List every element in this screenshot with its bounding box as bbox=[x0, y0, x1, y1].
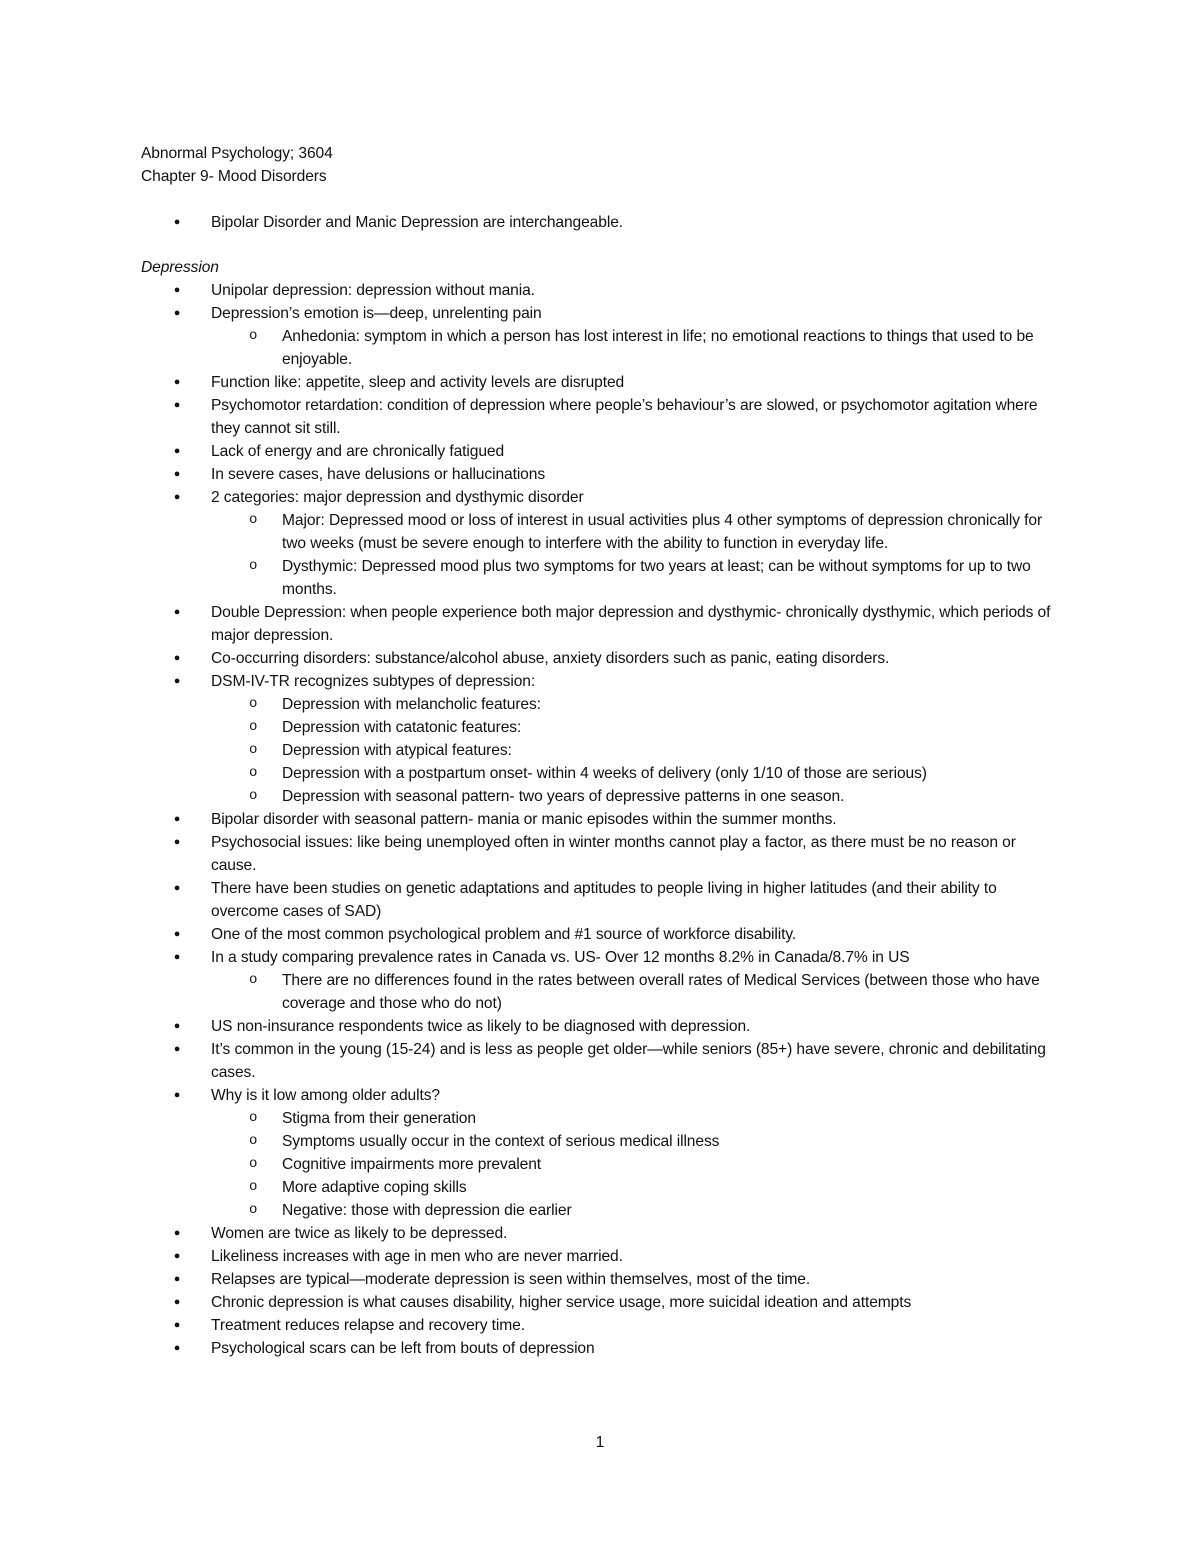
bullet-icon: ● bbox=[173, 1043, 181, 1055]
list-item bbox=[141, 1084, 1061, 1222]
list-item bbox=[141, 831, 1061, 877]
list-item-text: Depression’s emotion is—deep, unrelenting pain bbox=[211, 305, 542, 322]
bullet-icon: ● bbox=[173, 928, 181, 940]
sub-list-item-text: Depression with catatonic features: bbox=[282, 719, 522, 736]
sub-list-item bbox=[211, 1176, 1061, 1199]
list-item-text: Unipolar depression: depression without mania. bbox=[211, 282, 535, 299]
sub-list-item bbox=[211, 555, 1061, 601]
sub-list-item-text: There are no differences found in the rates between overall rates of Medical Services (between those who have coverage and those who do not) bbox=[282, 972, 1040, 1012]
sub-list-item bbox=[211, 1199, 1061, 1222]
list-item-text: Likeliness increases with age in men who are never married. bbox=[211, 1248, 623, 1265]
sub-list-item bbox=[211, 325, 1061, 371]
list-item-text: Psychological scars can be left from bouts of depression bbox=[211, 1340, 595, 1357]
sub-list-item bbox=[211, 509, 1061, 555]
list-item bbox=[141, 1291, 1061, 1314]
sub-bullet-list bbox=[211, 969, 1061, 1015]
list-item-text: Why is it low among older adults? bbox=[211, 1087, 440, 1104]
bullet-icon: ● bbox=[173, 1273, 181, 1285]
bullet-icon: ● bbox=[173, 813, 181, 825]
depression-bullet-list bbox=[141, 279, 1061, 1360]
sub-bullet-icon: o bbox=[249, 1110, 258, 1126]
section-heading-depression: Depression bbox=[141, 259, 219, 276]
sub-list-item bbox=[211, 739, 1061, 762]
intro-bullet-list bbox=[141, 211, 1061, 234]
sub-list-item-text: Cognitive impairments more prevalent bbox=[282, 1156, 542, 1173]
sub-bullet-icon: o bbox=[249, 972, 258, 988]
bullet-icon: ● bbox=[173, 675, 181, 687]
chapter-title: Chapter 9- Mood Disorders bbox=[141, 168, 327, 185]
sub-list-item-text: Dysthymic: Depressed mood plus two symptoms for two years at least; can be without symptoms for up to two months. bbox=[282, 558, 1031, 598]
bullet-icon: ● bbox=[173, 1250, 181, 1262]
list-item-text: There have been studies on genetic adaptations and aptitudes to people living in higher latitudes (and their ability to overcome cases of SAD) bbox=[211, 880, 997, 920]
list-item-text: Psychosocial issues: like being unemployed often in winter months cannot play a factor, as there must be no reason or cause. bbox=[211, 834, 1016, 874]
sub-bullet-icon: o bbox=[249, 765, 258, 781]
document-content bbox=[141, 142, 1061, 1360]
list-item bbox=[141, 1015, 1061, 1038]
list-item-text: Function like: appetite, sleep and activity levels are disrupted bbox=[211, 374, 625, 391]
sub-list-item bbox=[211, 693, 1061, 716]
list-item bbox=[141, 486, 1061, 601]
list-item bbox=[141, 946, 1061, 1015]
list-item bbox=[141, 371, 1061, 394]
bullet-icon: ● bbox=[173, 468, 181, 480]
list-item-text: Chronic depression is what causes disability, higher service usage, more suicidal ideation and attempts bbox=[211, 1294, 912, 1311]
course-title: Abnormal Psychology; 3604 bbox=[141, 145, 333, 162]
sub-list-item bbox=[211, 785, 1061, 808]
bullet-icon: ● bbox=[173, 1319, 181, 1331]
sub-bullet-icon: o bbox=[249, 1156, 258, 1172]
sub-bullet-icon: o bbox=[249, 742, 258, 758]
sub-list-item-text: Stigma from their generation bbox=[282, 1110, 476, 1127]
list-item bbox=[141, 923, 1061, 946]
page-number: 1 bbox=[595, 1434, 605, 1451]
sub-list-item-text: Major: Depressed mood or loss of interest in usual activities plus 4 other symptoms of depression chronically for two weeks (must be severe enough to interfere with the ability to function in everyday life. bbox=[282, 512, 1043, 552]
sub-list-item-text: Depression with atypical features: bbox=[282, 742, 512, 759]
list-item bbox=[141, 211, 1061, 234]
list-item-text: Co-occurring disorders: substance/alcohol abuse, anxiety disorders such as panic, eating disorders. bbox=[211, 650, 890, 667]
sub-list-item-text: Anhedonia: symptom in which a person has lost interest in life; no emotional reactions to things that used to be enjoyable. bbox=[282, 328, 1034, 368]
list-item-text: Bipolar disorder with seasonal pattern- mania or manic episodes within the summer months. bbox=[211, 811, 837, 828]
list-item-text: In severe cases, have delusions or hallucinations bbox=[211, 466, 546, 483]
sub-list-item bbox=[211, 716, 1061, 739]
sub-bullet-icon: o bbox=[249, 328, 258, 344]
sub-bullet-list bbox=[211, 1107, 1061, 1222]
list-item bbox=[141, 302, 1061, 371]
list-item bbox=[141, 601, 1061, 647]
sub-bullet-list bbox=[211, 325, 1061, 371]
bullet-icon: ● bbox=[173, 836, 181, 848]
sub-list-item-text: More adaptive coping skills bbox=[282, 1179, 467, 1196]
sub-list-item bbox=[211, 1130, 1061, 1153]
list-item-text: One of the most common psychological problem and #1 source of workforce disability. bbox=[211, 926, 797, 943]
sub-bullet-list bbox=[211, 693, 1061, 808]
bullet-icon: ● bbox=[173, 1227, 181, 1239]
bullet-icon: ● bbox=[173, 376, 181, 388]
sub-list-item-text: Symptoms usually occur in the context of serious medical illness bbox=[282, 1133, 720, 1150]
sub-bullet-icon: o bbox=[249, 719, 258, 735]
bullet-icon: ● bbox=[173, 1089, 181, 1101]
sub-list-item bbox=[211, 1153, 1061, 1176]
list-item-text: DSM-IV-TR recognizes subtypes of depression: bbox=[211, 673, 536, 690]
bullet-icon: ● bbox=[173, 1020, 181, 1032]
spacer bbox=[141, 234, 1061, 256]
bullet-icon: ● bbox=[173, 1342, 181, 1354]
sub-bullet-icon: o bbox=[249, 1133, 258, 1149]
bullet-icon: ● bbox=[173, 491, 181, 503]
list-item bbox=[141, 808, 1061, 831]
list-item bbox=[141, 394, 1061, 440]
list-item bbox=[141, 1314, 1061, 1337]
list-item-text: Psychomotor retardation: condition of depression where people’s behaviour’s are slowed, or psychomotor agitation where they cannot sit still. bbox=[211, 397, 1038, 437]
list-item bbox=[141, 877, 1061, 923]
spacer bbox=[141, 188, 1061, 211]
sub-bullet-icon: o bbox=[249, 558, 258, 574]
list-item bbox=[141, 1038, 1061, 1084]
list-item bbox=[141, 1245, 1061, 1268]
list-item-text: It’s common in the young (15-24) and is less as people get older—while seniors (85+) have severe, chronic and debilitating cases. bbox=[211, 1041, 1046, 1081]
sub-list-item bbox=[211, 1107, 1061, 1130]
list-item bbox=[141, 279, 1061, 302]
sub-bullet-icon: o bbox=[249, 1179, 258, 1195]
list-item-text: Lack of energy and are chronically fatigued bbox=[211, 443, 505, 460]
sub-bullet-list bbox=[211, 509, 1061, 601]
list-item bbox=[141, 1268, 1061, 1291]
list-item bbox=[141, 440, 1061, 463]
list-item bbox=[141, 1337, 1061, 1360]
sub-list-item bbox=[211, 762, 1061, 785]
sub-list-item bbox=[211, 969, 1061, 1015]
list-item bbox=[141, 647, 1061, 670]
bullet-icon: ● bbox=[173, 307, 181, 319]
bullet-icon: ● bbox=[173, 445, 181, 457]
sub-list-item-text: Negative: those with depression die earlier bbox=[282, 1202, 572, 1219]
sub-list-item-text: Depression with seasonal pattern- two years of depressive patterns in one season. bbox=[282, 788, 845, 805]
list-item-text: Treatment reduces relapse and recovery time. bbox=[211, 1317, 525, 1334]
bullet-icon: ● bbox=[173, 216, 181, 228]
bullet-icon: ● bbox=[173, 399, 181, 411]
sub-bullet-icon: o bbox=[249, 696, 258, 712]
list-item-text: Relapses are typical—moderate depression is seen within themselves, most of the time. bbox=[211, 1271, 811, 1288]
list-item-text: Double Depression: when people experience both major depression and dysthymic- chronically dysthymic, which periods of major depression. bbox=[211, 604, 1051, 644]
bullet-icon: ● bbox=[173, 951, 181, 963]
bullet-icon: ● bbox=[173, 652, 181, 664]
list-item-text: 2 categories: major depression and dysthymic disorder bbox=[211, 489, 584, 506]
bullet-icon: ● bbox=[173, 882, 181, 894]
sub-bullet-icon: o bbox=[249, 1202, 258, 1218]
list-item-text: Bipolar Disorder and Manic Depression are interchangeable. bbox=[211, 214, 623, 231]
sub-bullet-icon: o bbox=[249, 512, 258, 528]
bullet-icon: ● bbox=[173, 1296, 181, 1308]
list-item bbox=[141, 1222, 1061, 1245]
bullet-icon: ● bbox=[173, 284, 181, 296]
list-item bbox=[141, 463, 1061, 486]
sub-bullet-icon: o bbox=[249, 788, 258, 804]
list-item bbox=[141, 670, 1061, 808]
list-item-text: US non-insurance respondents twice as likely to be diagnosed with depression. bbox=[211, 1018, 751, 1035]
sub-list-item-text: Depression with a postpartum onset- within 4 weeks of delivery (only 1/10 of those are serious) bbox=[282, 765, 927, 782]
sub-list-item-text: Depression with melancholic features: bbox=[282, 696, 541, 713]
bullet-icon: ● bbox=[173, 606, 181, 618]
list-item-text: In a study comparing prevalence rates in Canada vs. US- Over 12 months 8.2% in Canada/8.7% in US bbox=[211, 949, 910, 966]
list-item-text: Women are twice as likely to be depressed. bbox=[211, 1225, 508, 1242]
